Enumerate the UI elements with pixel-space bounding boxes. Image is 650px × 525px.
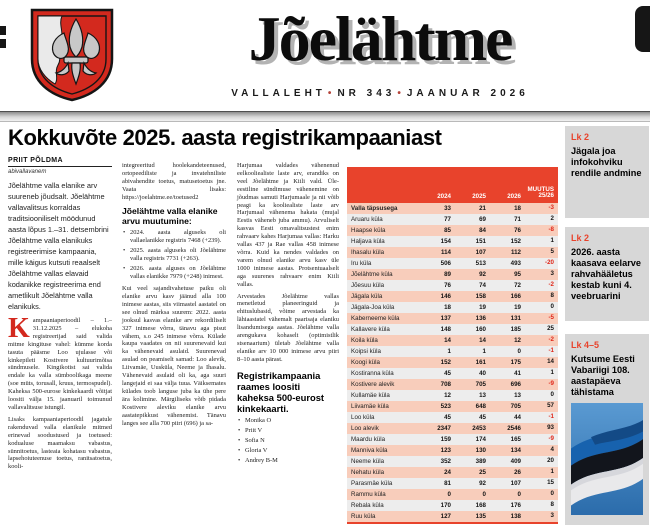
article-headline: Kokkuvõte 2025. aasta registrikampaaniast [8,125,442,150]
population-change-list [122,229,226,281]
newspaper-subtitle [122,88,638,99]
population-value: 15 [547,479,554,487]
table-row [347,269,558,280]
table-row [347,511,558,522]
table-header-row [347,167,558,203]
sidebar-teaser-3 [565,334,649,525]
population-value: 45 [444,370,451,377]
population-value: 158 [475,293,486,300]
sidebar-teaser-1 [565,126,649,218]
population-value: 12 [444,392,451,399]
population-value: 45 [479,414,486,421]
article-column-3 [237,162,339,469]
population-value: 76 [444,282,451,289]
settlement-name: Ruu küla [351,513,376,520]
list-item: • 2024. aasta alguseks oli vallaelanikke registris 7468 (+239). [122,229,226,245]
settlement-name: Liivamäe küla [351,403,389,410]
table-row [347,445,558,456]
settlement-name: Nehatu küla [351,469,385,476]
table-row [347,401,558,412]
population-value: 3 [550,512,554,520]
population-value: 1 [482,348,486,355]
population-value: 41 [514,370,521,377]
population-value: -9 [548,380,554,388]
page-reference: Lk 4–5 [571,340,600,350]
settlement-name: Jõesuu küla [351,282,385,289]
population-value: 134 [510,447,521,454]
article-paragraph: integreeritud hoolekandeteenused, ortopeediliste ja invatehniliste abivahendite toetus, matusetoetus jne. Vaata lisaks: https://joelahtme.ee/toetused2 [122,162,226,201]
scan-artifact [0,26,6,35]
population-value: 135 [475,513,486,520]
population-value: 69 [479,216,486,223]
population-value: 130 [475,447,486,454]
table-header-2025: 2025 [472,193,486,200]
settlement-name: Koila küla [351,337,378,344]
settlement-name: Loo küla [351,414,375,421]
settlement-name: Rammu küla [351,491,386,498]
giftcard-winners-subhead: Registrikampaania raames loositi kaheksa 500-eurost kinkekaarti. [237,369,325,414]
population-value: 165 [510,436,521,443]
settlement-name: Kostivere alevik [351,381,395,388]
paragraph-text: ampaaniaperioodil – 1.–31.12.2025 – elukoha registreerijad said valida mitme kingituse vahel: kümme korda tasuta pääsme Loo ujulasse või kinkepileti Kostivere kultuurimõisa sündmusele. Kingikotist sai valida endale ka valla sümboolikaga meene (soe müts, torusall, kruus, termospudel). Kaheksa 500-eurose kinkekaardi võitjat loositi välja 15. jaanuaril toimunud vallavalitsuse istungil. [8,317,112,411]
population-value: 0 [447,491,451,498]
population-value: 2453 [472,425,486,432]
drop-cap: K [8,313,30,344]
table-row [347,203,558,214]
population-value: 159 [440,436,451,443]
municipal-coat-of-arms [28,7,116,103]
table-row [347,280,558,291]
population-value: 352 [440,458,451,465]
byline-role: abivallavanem [8,169,47,175]
population-value: 151 [475,238,486,245]
population-value: 81 [444,480,451,487]
table-header-change: MUUTUS 25/26 [527,185,554,200]
table-row [347,434,558,445]
settlement-name: Jõelähtme küla [351,271,393,278]
table-header-2026: 2026 [507,193,521,200]
population-value: 71 [514,216,521,223]
list-item: • Sofia N [237,437,339,445]
settlement-name: Iru küla [351,260,372,267]
table-body [347,203,558,522]
population-change-subhead: Jõelähtme valla elanike arvu muutumine: [122,205,218,226]
population-value: 84 [479,227,486,234]
population-value: 5 [550,248,554,256]
population-value: 160 [475,326,486,333]
article-column-2 [122,162,226,431]
settlement-name: Koipsi küla [351,348,381,355]
settlement-name: Kallavere küla [351,326,390,333]
settlement-name: Kaberneeme küla [351,315,400,322]
population-value: -1 [548,413,554,421]
population-value: 174 [475,436,486,443]
table-row [347,324,558,335]
population-value: 1 [550,237,554,245]
population-value: -8 [548,226,554,234]
subtitle-issue-date: JAANUAR 2026 [406,88,529,99]
table-row [347,456,558,467]
settlement-name: Maardu küla [351,436,386,443]
settlement-name: Koogi küla [351,359,380,366]
population-value: 72 [514,282,521,289]
population-value: 2 [550,215,554,223]
population-value: 107 [475,249,486,256]
population-value: -20 [545,259,554,267]
settlement-name: Ihasalu küla [351,249,385,256]
settlement-name: Aruaru küla [351,216,383,223]
population-value: 8 [550,292,554,300]
population-value: 138 [510,513,521,520]
population-value: 0 [482,491,486,498]
table-row [347,313,558,324]
population-value: 123 [440,447,451,454]
population-value: 40 [479,370,486,377]
subtitle-vallaleht: VALLALEHT [231,88,326,99]
settlement-name: Kostiranna küla [351,370,394,377]
table-row [347,236,558,247]
table-row [347,258,558,269]
page-reference: Lk 2 [571,132,590,142]
settlement-name: Parasmäe küla [351,480,393,487]
population-value: 0 [550,490,554,498]
population-value: 89 [444,271,451,278]
population-value: 44 [514,414,521,421]
settlement-name: Valla täpsusega [351,205,398,212]
population-value: 175 [510,359,521,366]
population-value: 493 [510,260,521,267]
population-value: 389 [475,458,486,465]
list-item: • Priit V [237,427,339,435]
population-value: 154 [440,238,451,245]
population-value: 13 [514,392,521,399]
newspaper-title: Jõelähtme [248,3,512,74]
population-value: 92 [479,480,486,487]
population-value: 1 [447,348,451,355]
estonian-flag-photo [571,403,643,515]
population-value: 112 [511,249,521,256]
population-value: 4 [550,446,554,454]
population-value: 127 [440,513,451,520]
settlement-name: Loo alevik [351,425,379,432]
table-row [347,467,558,478]
table-row [347,225,558,236]
population-value: 25 [479,469,486,476]
population-value: 92 [479,271,486,278]
population-value: 18 [444,304,451,311]
teaser-title: Kutsume Eesti Vabariigi 108. aastapäeva tähistama [571,354,635,397]
dot-separator: • [397,88,405,99]
table-row [347,368,558,379]
table-row [347,478,558,489]
population-value: 18 [514,205,521,212]
article-column-1 [8,157,112,475]
population-value: 708 [440,381,451,388]
settlement-name: Jägala küla [351,293,383,300]
population-value: 45 [444,414,451,421]
population-value: 1 [550,369,554,377]
population-value: 0 [517,348,521,355]
masthead-divider [0,111,650,122]
list-item: • Monika O [237,417,339,425]
settlement-name: Haljava küla [351,238,385,245]
population-value: -2 [548,281,554,289]
teaser-title: 2026. aasta kaasava eelarve rahvahääletus kestab kuni 4. veebruarini [571,247,641,301]
population-value: -1 [548,347,554,355]
table-row [347,302,558,313]
table-row [347,489,558,500]
population-value: 21 [479,205,486,212]
population-value: 168 [475,502,486,509]
subtitle-issue-number: NR 343 [337,88,396,99]
population-value: -2 [548,336,554,344]
table-row [347,247,558,258]
settlement-name: Kullamäe küla [351,392,390,399]
population-value: 19 [514,304,521,311]
population-value: 25 [547,325,554,333]
population-value: 93 [547,424,554,432]
list-item: • 2026. aasta alguses on Jõelähtme vallas elanikke 7979 (+248) inimest. [122,265,226,281]
population-value: 85 [444,227,451,234]
population-value: 136 [475,315,486,322]
table-row [347,390,558,401]
population-value: 26 [514,469,521,476]
article-paragraph [8,313,112,412]
table-row [347,357,558,368]
population-value: 152 [510,238,521,245]
population-value: 185 [510,326,521,333]
article-paragraph: Arvestades Jõelähtme vallas menetletud planeeringuid ja ehituslubasid, võime arvestada ka lähiaastatel vähemalt paarisaja elaniku lisandumisega aastas. Jõelähtme valla arengukava kohaselt (optimistlik stsenaarium) ületab Jõelähtme valla elanike arv 10 000 inimese arvu piiri 8–10 aasta pärast. [237,292,339,363]
table-header-2024: 2024 [437,193,451,200]
settlement-name: Rebala küla [351,502,384,509]
dot-separator: • [327,88,336,99]
population-table [347,167,558,524]
population-value: 13 [479,392,486,399]
population-value: 0 [517,491,521,498]
population-value: 696 [510,381,521,388]
population-value: 2347 [437,425,451,432]
table-row [347,423,558,434]
population-value: 19 [479,304,486,311]
teaser-title: Jägala joa infokohviku rendile andmine [571,146,642,178]
table-row [347,346,558,357]
population-value: 14 [547,358,554,366]
page-reference: Lk 2 [571,233,590,243]
list-item: • Gloria V [237,447,339,455]
population-value: -9 [548,435,554,443]
scan-artifact [0,39,6,48]
table-row [347,379,558,390]
list-item: • 2025. aasta alguseks oli Jõelähtme valla registris 7731 (+263). [122,247,226,263]
population-value: 24 [444,469,451,476]
population-value: 506 [440,260,451,267]
settlement-name: Haapse küla [351,227,386,234]
table-row [347,291,558,302]
table-row [347,335,558,346]
article-paragraph: Kui veel sajandivahetuse paiku oli elanike arvu kasv jäänud alla 100 inimese aastas, siis viimastel aastatel on see olnud märksa suurem: 2022. aasta jooksul kasvas elanike arv rekordiliselt 327 inimese võrra, tänavu aga pisut vähem, s.o 245 inimese võrra. Külade kaupa vaadates on nii suurenevaid kui ka vähenevaid asulaid. Suurenevad asulad on peamiselt samad: Loo alevik, Liivamäe, Uusküla, Neeme ja Ihasalu. Vähenevaid asulaid oli ka, aga suuri langejaid ei saa välja tuua. Väiksemates külades toob languse juba ka ühe pere ära kolimine. Märgiliseks võib pidada Kostivere aleviku elanike arvu aastatepikkust vähenemist. Tänavu langes see alla 700 piiri (696) ja sa- [122,285,226,427]
population-value: 170 [440,502,451,509]
population-value: 148 [440,326,451,333]
population-value: 107 [510,480,521,487]
article-lead: Jõelähtme valla elanike arv suureneb jõudsalt. Jõelähtme vallavalitsus korraldas traditsiooniliselt möödunud aasta lõpus 1.–31. detsembrini Jõelähtme valla elanikuks registreerimise kampaania, mille käigus kutsuti reaalselt Jõelähtme vallas elavaid kodanikke registreerima end ametlikult Jõelähtme valla elanikuks. [8,181,109,311]
population-value: 77 [444,216,451,223]
population-value: 152 [440,359,451,366]
population-value: 176 [510,502,521,509]
population-value: 137 [440,315,451,322]
population-value: 1 [550,468,554,476]
article-paragraph: Harjumaa valdades vähenenud eelkooliealiste laste arv, erandiks on veel Jõelähtme ja Kiili vald. Üle-eestiline sündimuse vähenemine on jõudmas samuti Harjumaale ja nii võib peagi ka kooliealiste laste arv Harjumaal vähenema hakata (mujal Eestis väheneb juba ammu). Arvuliselt kasvas Eesti omavalitsustest enim rahvaarv kahes Harjumaa vallas: Harku vallas 437 ja Rae vallas 458 inimese võrra. Kuid ka nendes valdades on varem olnud elanike arvu kasv üle 1000 inimese aastas. Protsentuaalselt aga suurenes rahvaarv enim Kiili vallas. [237,162,339,288]
population-value: 95 [514,271,521,278]
population-value: 14 [479,337,486,344]
population-value: 166 [510,293,521,300]
population-value: 8 [550,501,554,509]
population-value: 161 [475,359,486,366]
article-paragraph: Lisaks kampaaniaperioodil jagatule rakenduvad valla elanikule mitmed erinevad soodustused ja toetused: kodualuse maamaksu vabastus, sünnitoetus, lasteaia kohatasu vabastus, lapsehoiuteenuse toetus, ranitsatoetus, kooli- [8,415,112,471]
settlement-name: Neeme küla [351,458,385,465]
population-value: 2546 [507,425,521,432]
population-value: 131 [510,315,521,322]
giftcard-winners-list [237,417,339,465]
population-value: 409 [510,458,521,465]
population-value: 523 [440,403,451,410]
population-value: 114 [441,249,451,256]
population-value: 14 [444,337,451,344]
population-value: 76 [514,227,521,234]
population-value: 74 [479,282,486,289]
population-value: 33 [444,205,451,212]
population-value: 146 [440,293,451,300]
population-value: 0 [550,391,554,399]
settlement-name: Jägala-Joa küla [351,304,395,311]
table-row [347,412,558,423]
sidebar-teaser-2 [565,227,649,321]
list-item: • Andrey B-M [237,457,339,465]
table-row [347,500,558,511]
population-value: -3 [548,204,554,212]
population-value: 20 [547,457,554,465]
population-value: 57 [547,402,554,410]
population-value: 648 [475,403,486,410]
population-value: -5 [548,314,554,322]
population-value: 3 [550,270,554,278]
table-row [347,214,558,225]
byline-author: PRIIT PÕLDMA [8,157,112,167]
population-value: 12 [514,337,521,344]
population-value: 705 [510,403,521,410]
population-value: 0 [550,303,554,311]
settlement-name: Manniva küla [351,447,388,454]
population-value: 705 [475,381,486,388]
population-value: 513 [475,260,486,267]
